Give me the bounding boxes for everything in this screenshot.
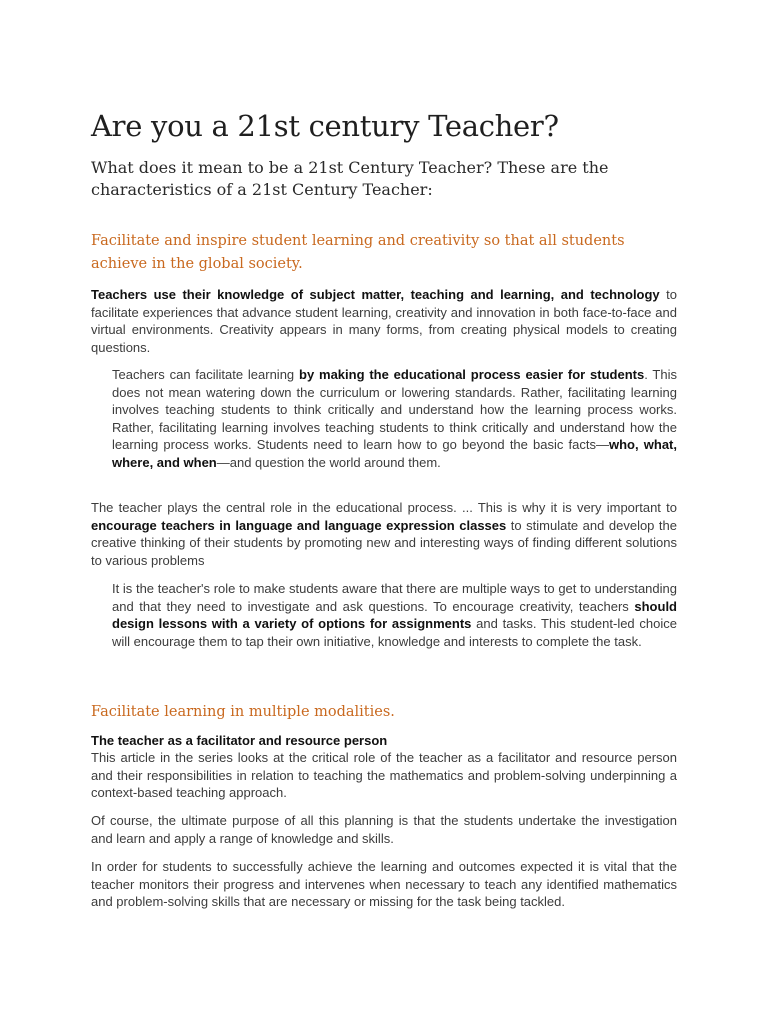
section-heading-facilitate-inspire: Facilitate and inspire student learning and creativity so that all students achieve in the global society. [91, 233, 625, 272]
paragraph-monitor-progress: In order for students to successfully achieve the learning and outcomes expected it is vital that the teacher monitors their progress and intervenes when necessary to teach any identified mathematics and problem-solving skills that are necessary or missing for the task being tackled. [91, 859, 677, 910]
blockquote-facilitate-learning [112, 366, 677, 472]
quote-text: —and question the world around them. [216, 454, 441, 470]
bold-phrase: encourage teachers in language and language expression classes [91, 517, 507, 533]
subtitle: What does it mean to be a 21st Century Teacher? These are the characteristics of a 21st Century Teacher: [91, 158, 609, 199]
quote-text: . This does not mean watering down the curriculum or lowering standards. Rather, facilitating learning involves teaching students to think critically and understand how the learning process works. Rather, facilitating learning involves teaching students to think critically and understand how the learning process works. Students need to learn how to go beyond the basic facts— [112, 367, 677, 453]
bold-phrase: who, what, where, and when [112, 437, 677, 470]
paragraph-text: to stimulate and develop the creative thinking of their students by promoting new and interesting ways of finding different solutions to various problems [91, 517, 677, 568]
section-heading-multiple-modalities: Facilitate learning in multiple modalities. [91, 704, 395, 720]
quote-text: Teachers can facilitate learning [112, 367, 299, 382]
bold-phrase: by making the educational process easier for students [299, 367, 645, 382]
paragraph-text: The teacher plays the central role in the educational process. ... This is why it is very important to [91, 500, 677, 515]
quote-text: and tasks. This student-led choice will encourage them to tap their own initiative, knowledge and interests to complete the task. [112, 616, 677, 649]
bold-phrase: should design lessons with a variety of options for assignments [112, 598, 677, 632]
paragraph-text: to facilitate experiences that advance student learning, creativity and innovation in both face-to-face and virtual environments. Creativity appears in many forms, from creating physical models to creating questions. [91, 287, 677, 355]
paragraph-purpose: Of course, the ultimate purpose of all this planning is that the students undertake the investigation and learn and apply a range of knowledge and skills. [91, 813, 677, 846]
paragraph-central-role [91, 499, 677, 569]
paragraph-knowledge [91, 286, 677, 356]
quote-text: It is the teacher's role to make students aware that there are multiple ways to get to understanding and that they need to investigate and ask questions. To encourage creativity, teachers [112, 581, 677, 614]
blockquote-teacher-role [112, 580, 677, 650]
paragraph-article-intro: This article in the series looks at the critical role of the teacher as a facilitator and resource person and their responsibilities in relation to teaching the mathematics and problem-solving underpinning a context-based teaching approach. [91, 750, 677, 801]
page-title: Are you a 21st century Teacher? [91, 109, 559, 143]
subsection-title: The teacher as a facilitator and resource person [91, 733, 388, 748]
bold-phrase: Teachers use their knowledge of subject matter, teaching and learning, and technology [91, 287, 660, 302]
